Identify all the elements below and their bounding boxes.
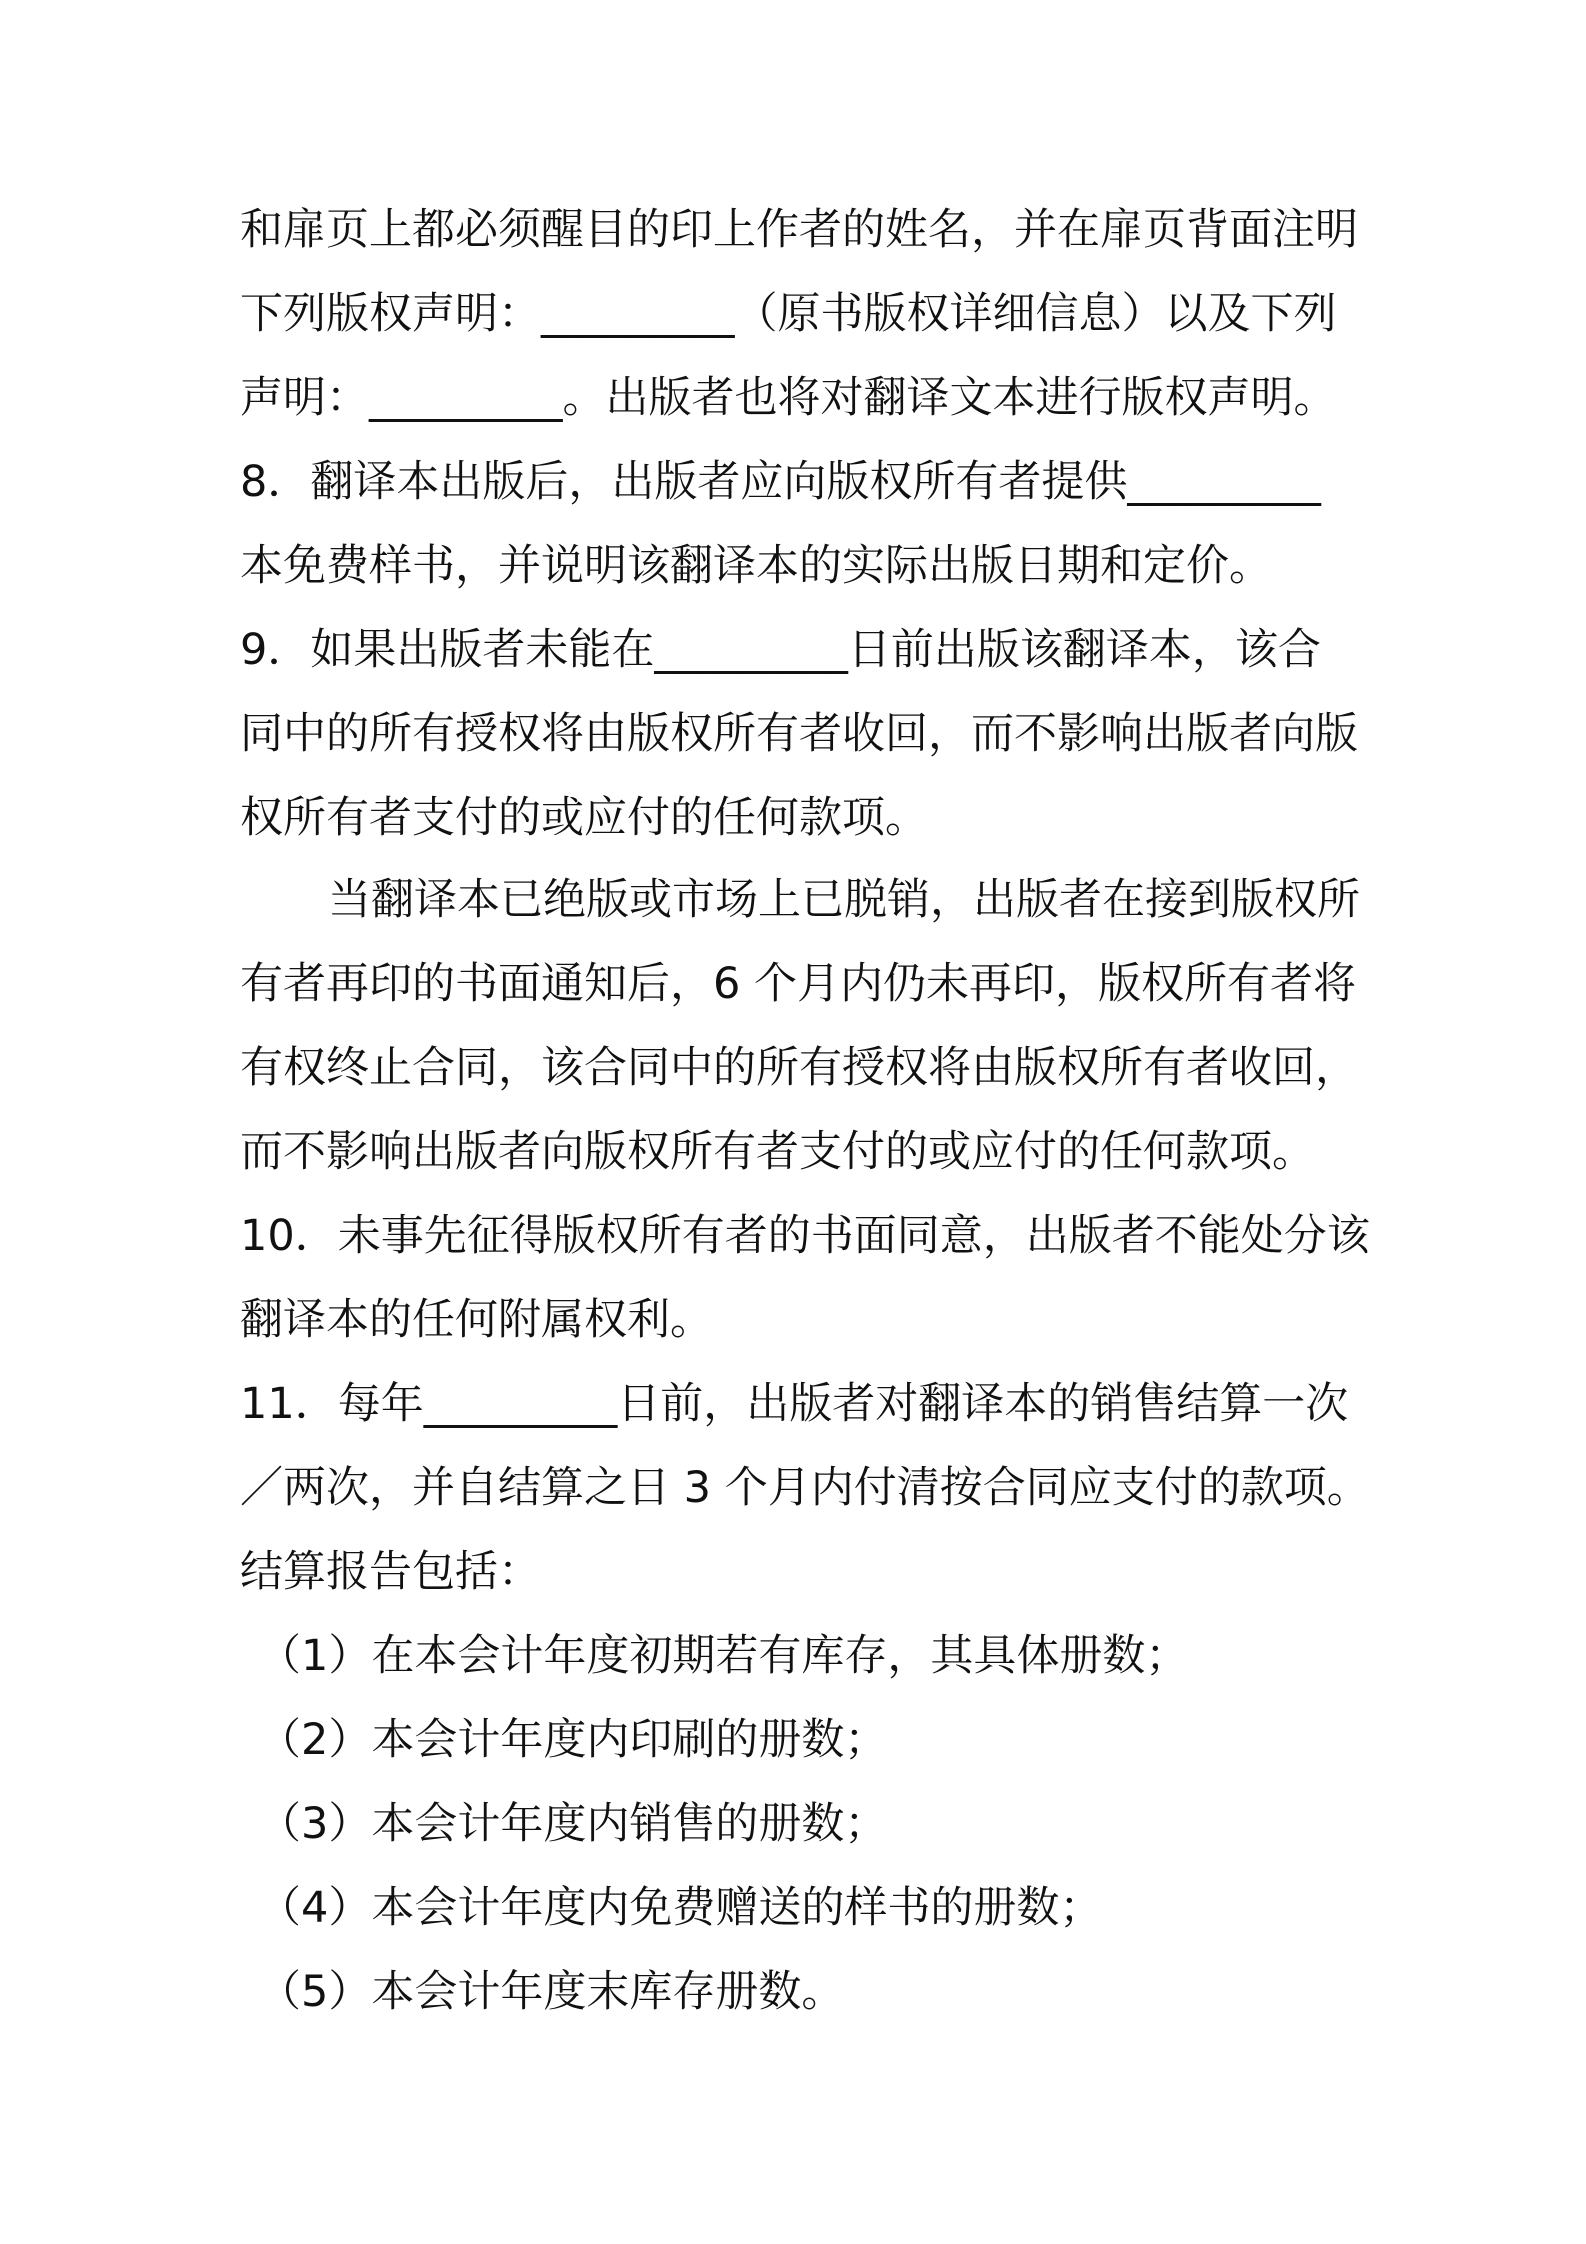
paragraph-out-of-print-line-2: 有者再印的书面通知后，6 个月内仍未再印，版权所有者将 [240,959,1357,1009]
clause-8-line-1: 8．翻译本出版后，出版者应向版权所有者提供_________ [240,457,1321,507]
clause-11-line-2: ／两次，并自结算之日 3 个月内付清按合同应支付的款项。 [240,1463,1370,1513]
clause-9-line-1: 9．如果出版者未能在_________日前出版该翻译本，该合 [240,625,1321,675]
report-item-1: （1）在本会计年度初期若有库存，其具体册数； [258,1631,1189,1681]
report-item-3: （3）本会计年度内销售的册数； [258,1799,888,1849]
report-item-5: （5）本会计年度末库存册数。 [258,1967,845,2017]
paragraph-out-of-print-line-1: 当翻译本已绝版或市场上已脱销，出版者在接到版权所 [328,875,1360,925]
report-item-2: （2）本会计年度内印刷的册数； [258,1715,888,1765]
report-item-4: （4）本会计年度内免费赠送的样书的册数； [258,1883,1103,1933]
text-line-3: 声明：_________。出版者也将对翻译文本进行版权声明。 [240,373,1337,423]
clause-11-line-1: 11．每年_________日前，出版者对翻译本的销售结算一次 [240,1379,1349,1429]
clause-9-line-2: 同中的所有授权将由版权所有者收回，而不影响出版者向版 [240,709,1358,759]
text-line-1: 和扉页上都必须醒目的印上作者的姓名，并在扉页背面注明 [240,205,1358,255]
paragraph-out-of-print-line-4: 而不影响出版者向版权所有者支付的或应付的任何款项。 [240,1127,1315,1177]
clause-10-line-2: 翻译本的任何附属权利。 [240,1295,713,1345]
clause-11-line-3: 结算报告包括： [240,1547,541,1597]
clause-8-line-2: 本免费样书，并说明该翻译本的实际出版日期和定价。 [240,541,1272,591]
text-line-2: 下列版权声明：_________（原书版权详细信息）以及下列 [240,289,1337,339]
paragraph-out-of-print-line-3: 有权终止合同，该合同中的所有授权将由版权所有者收回， [240,1043,1358,1093]
clause-10-line-1: 10．未事先征得版权所有者的书面同意，出版者不能处分该 [240,1211,1370,1261]
clause-9-line-3: 权所有者支付的或应付的任何款项。 [240,793,928,843]
